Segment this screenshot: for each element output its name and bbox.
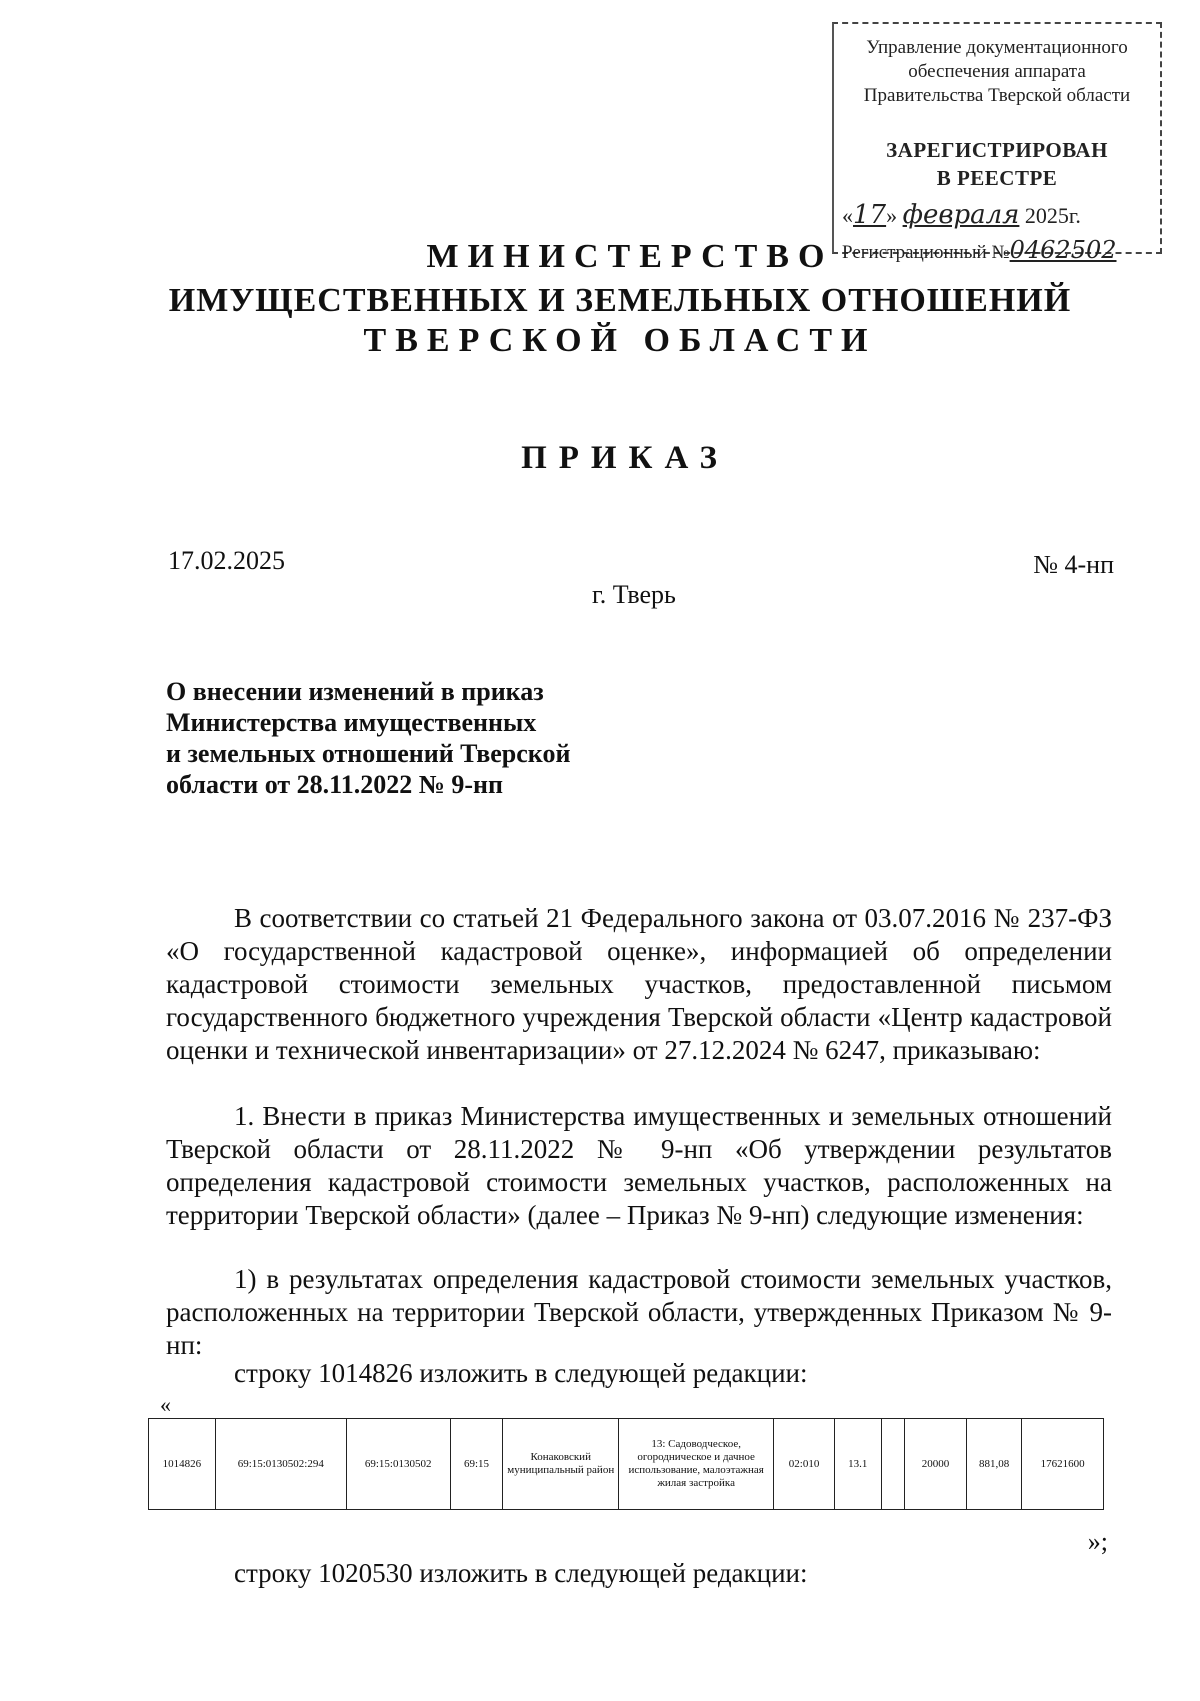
stamp-date-mid: » — [886, 203, 898, 228]
stamp-department — [834, 36, 1160, 108]
subject-line: Министерства имущественных — [166, 708, 537, 737]
stamp-dept-line: Правительства Тверской области — [863, 85, 1131, 106]
cell-subgroup: 13.1 — [834, 1419, 881, 1510]
subclause-1-paragraph: 1) в результатах определения кадастровой стоимости земельных участков, расположенных на территории Тверской области, утвержденных Приказом № 9-нп: — [166, 1264, 1112, 1360]
ministry-title-line2: ИМУЩЕСТВЕННЫХ И ЗЕМЕЛЬНЫХ ОТНОШЕНИЙ — [168, 282, 1072, 319]
quote-open: « — [160, 1392, 171, 1417]
cell-cadastral-quarter: 69:15:0130502 — [346, 1419, 450, 1510]
order-date: 17.02.2025 — [168, 546, 285, 575]
cell-area: 20000 — [904, 1419, 966, 1510]
ministry-title-line1: МИНИСТЕРСТВО — [426, 238, 834, 275]
cell-code: 02:010 — [774, 1419, 835, 1510]
row-1014826-instruction: строку 1014826 изложить в следующей редакции: — [234, 1358, 808, 1388]
order-subject — [166, 676, 646, 800]
stamp-date-year: 2025 — [1024, 203, 1069, 228]
table-row — [149, 1419, 1104, 1510]
cell-municipality: Конаковский муниципальный район — [503, 1419, 619, 1510]
stamp-date-suffix: г. — [1068, 203, 1081, 228]
stamp-date-open: « — [842, 203, 853, 228]
preamble-paragraph: В соответствии со статьей 21 Федерального закона от 03.07.2016 № 237-ФЗ «О государственной кадастровой оценке», информацией об определении кадастровой стоимости земельных участков, предоставленной письмом государственного бюджетного учреждения Тверской области «Центр кадастровой оценки и технической инвентаризации» от 27.12.2024 № 6247, приказываю: — [166, 903, 1112, 1065]
cell-empty — [881, 1419, 904, 1510]
stamp-reg-line: В РЕЕСТРЕ — [936, 166, 1058, 190]
cell-cadastral-district: 69:15 — [450, 1419, 503, 1510]
cell-cadastral-number: 69:15:0130502:294 — [215, 1419, 346, 1510]
stamp-dept-line: Управление документационного — [866, 37, 1128, 58]
ministry-title-line3: ТВЕРСКОЙ ОБЛАСТИ — [363, 322, 877, 359]
stamp-reg-line: ЗАРЕГИСТРИРОВАН — [886, 138, 1108, 162]
subject-line: области от 28.11.2022 № 9-нп — [166, 770, 503, 799]
cell-row-number: 1014826 — [149, 1419, 216, 1510]
cell-use-group: 13: Садоводческое, огородническое и дачное использование, малоэтажная жилая застройка — [619, 1419, 774, 1510]
stamp-date-month: февраля — [902, 200, 1020, 230]
registration-stamp — [832, 22, 1162, 264]
stamp-dept-line: обеспечения аппарата — [908, 61, 1086, 82]
subject-line: и земельных отношений Тверской — [166, 739, 571, 768]
order-city: г. Тверь — [592, 580, 676, 609]
clause-1-paragraph: 1. Внести в приказ Министерства имущественных и земельных отношений Тверской области от 28.11.2022 № 9-нп «Об утверждении результатов определения кадастровой стоимости земельных участков, расположенных на территории Тверской области» (далее – Приказ № 9-нп) следующие изменения: — [166, 1101, 1112, 1230]
subject-line: О внесении изменений в приказ — [166, 677, 544, 706]
row-1020530-instruction: строку 1020530 изложить в следующей редакции: — [234, 1558, 808, 1588]
order-number: № 4-нп — [1033, 550, 1114, 579]
quote-close: »; — [1087, 1527, 1108, 1556]
stamp-regno-label: Регистрационный № — [842, 242, 1010, 263]
document-type: ПРИКАЗ — [521, 440, 729, 476]
cadastral-record-table — [148, 1418, 1104, 1510]
stamp-registered — [834, 136, 1160, 192]
stamp-date — [842, 200, 1081, 230]
stamp-date-day: 17 — [853, 200, 887, 230]
cell-cadastral-value: 17621600 — [1022, 1419, 1104, 1510]
cell-specific-value: 881,08 — [967, 1419, 1022, 1510]
stamp-regno-value: 0462502 — [1009, 236, 1117, 264]
